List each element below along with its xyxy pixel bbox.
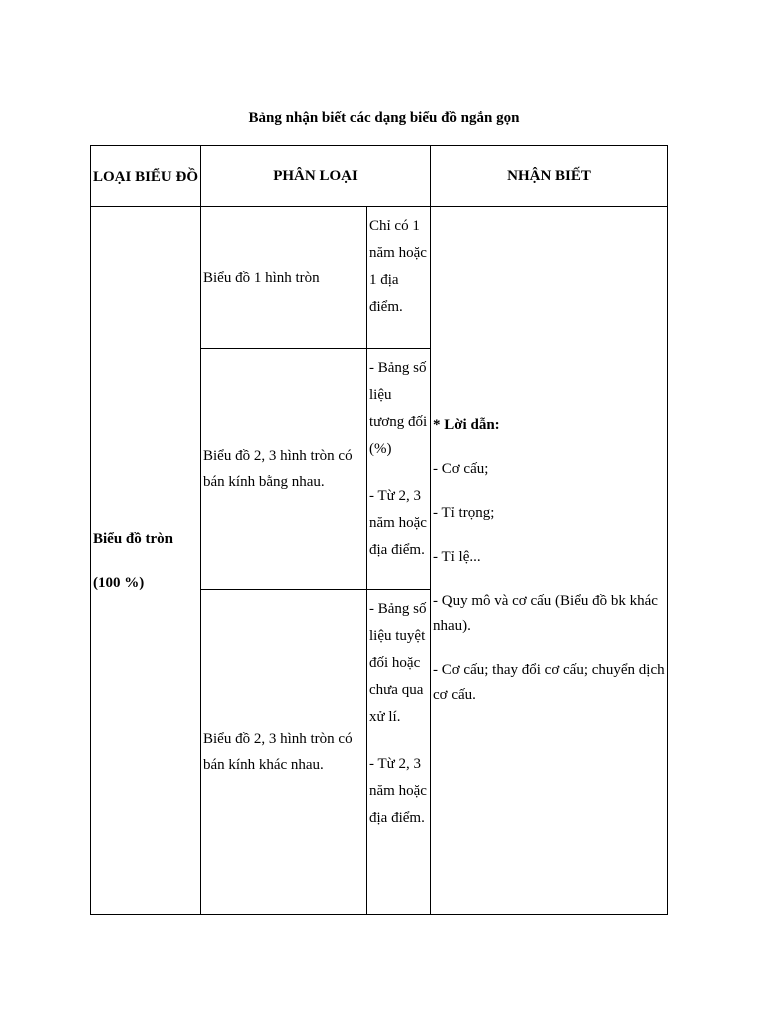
chart-type-table (90, 145, 668, 915)
header-recognition: NHẬN BIẾT (431, 146, 668, 207)
recognition-item: - Tỉ lệ... (433, 549, 481, 565)
header-classification: PHÂN LOẠI (201, 146, 431, 207)
recognition-cell (431, 207, 668, 915)
category-cell (91, 207, 201, 915)
document-title: Bảng nhận biết các dạng biểu đồ ngắn gọn (248, 110, 520, 126)
detail-cell (367, 590, 431, 915)
table-row (91, 207, 668, 349)
detail-text: - Từ 2, 3 năm hoặc địa điểm. (369, 488, 427, 558)
detail-text: Chỉ có 1 năm hoặc 1 địa điểm. (369, 218, 427, 315)
header-chart-type: LOẠI BIỂU ĐỒ (91, 146, 201, 207)
detail-text: - Từ 2, 3 năm hoặc địa điểm. (369, 756, 427, 826)
recognition-item: - Tỉ trọng; (433, 505, 495, 521)
recognition-lead: * Lời dẫn: (433, 417, 500, 433)
category-name: Biểu đồ tròn (93, 530, 174, 547)
recognition-item: - Quy mô và cơ cấu (Biểu đồ bk khác nhau). (433, 593, 658, 634)
table-header-row (91, 146, 668, 207)
detail-text: - Bảng số liệu tương đối (%) (369, 360, 428, 457)
subtype-cell: Biểu đồ 1 hình tròn (201, 207, 367, 349)
recognition-item: - Cơ cấu; (433, 461, 489, 477)
subtype-cell: Biểu đồ 2, 3 hình tròn có bán kính khác nhau. (201, 590, 367, 915)
recognition-item: - Cơ cấu; thay đổi cơ cấu; chuyển dịch cơ cấu. (433, 662, 665, 703)
detail-text: - Bảng số liệu tuyệt đối hoặc chưa qua xử lí. (369, 601, 427, 725)
subtype-cell: Biểu đồ 2, 3 hình tròn có bán kính bằng nhau. (201, 349, 367, 590)
category-note: (100 %) (93, 574, 145, 591)
detail-cell (367, 207, 431, 349)
detail-cell (367, 349, 431, 590)
